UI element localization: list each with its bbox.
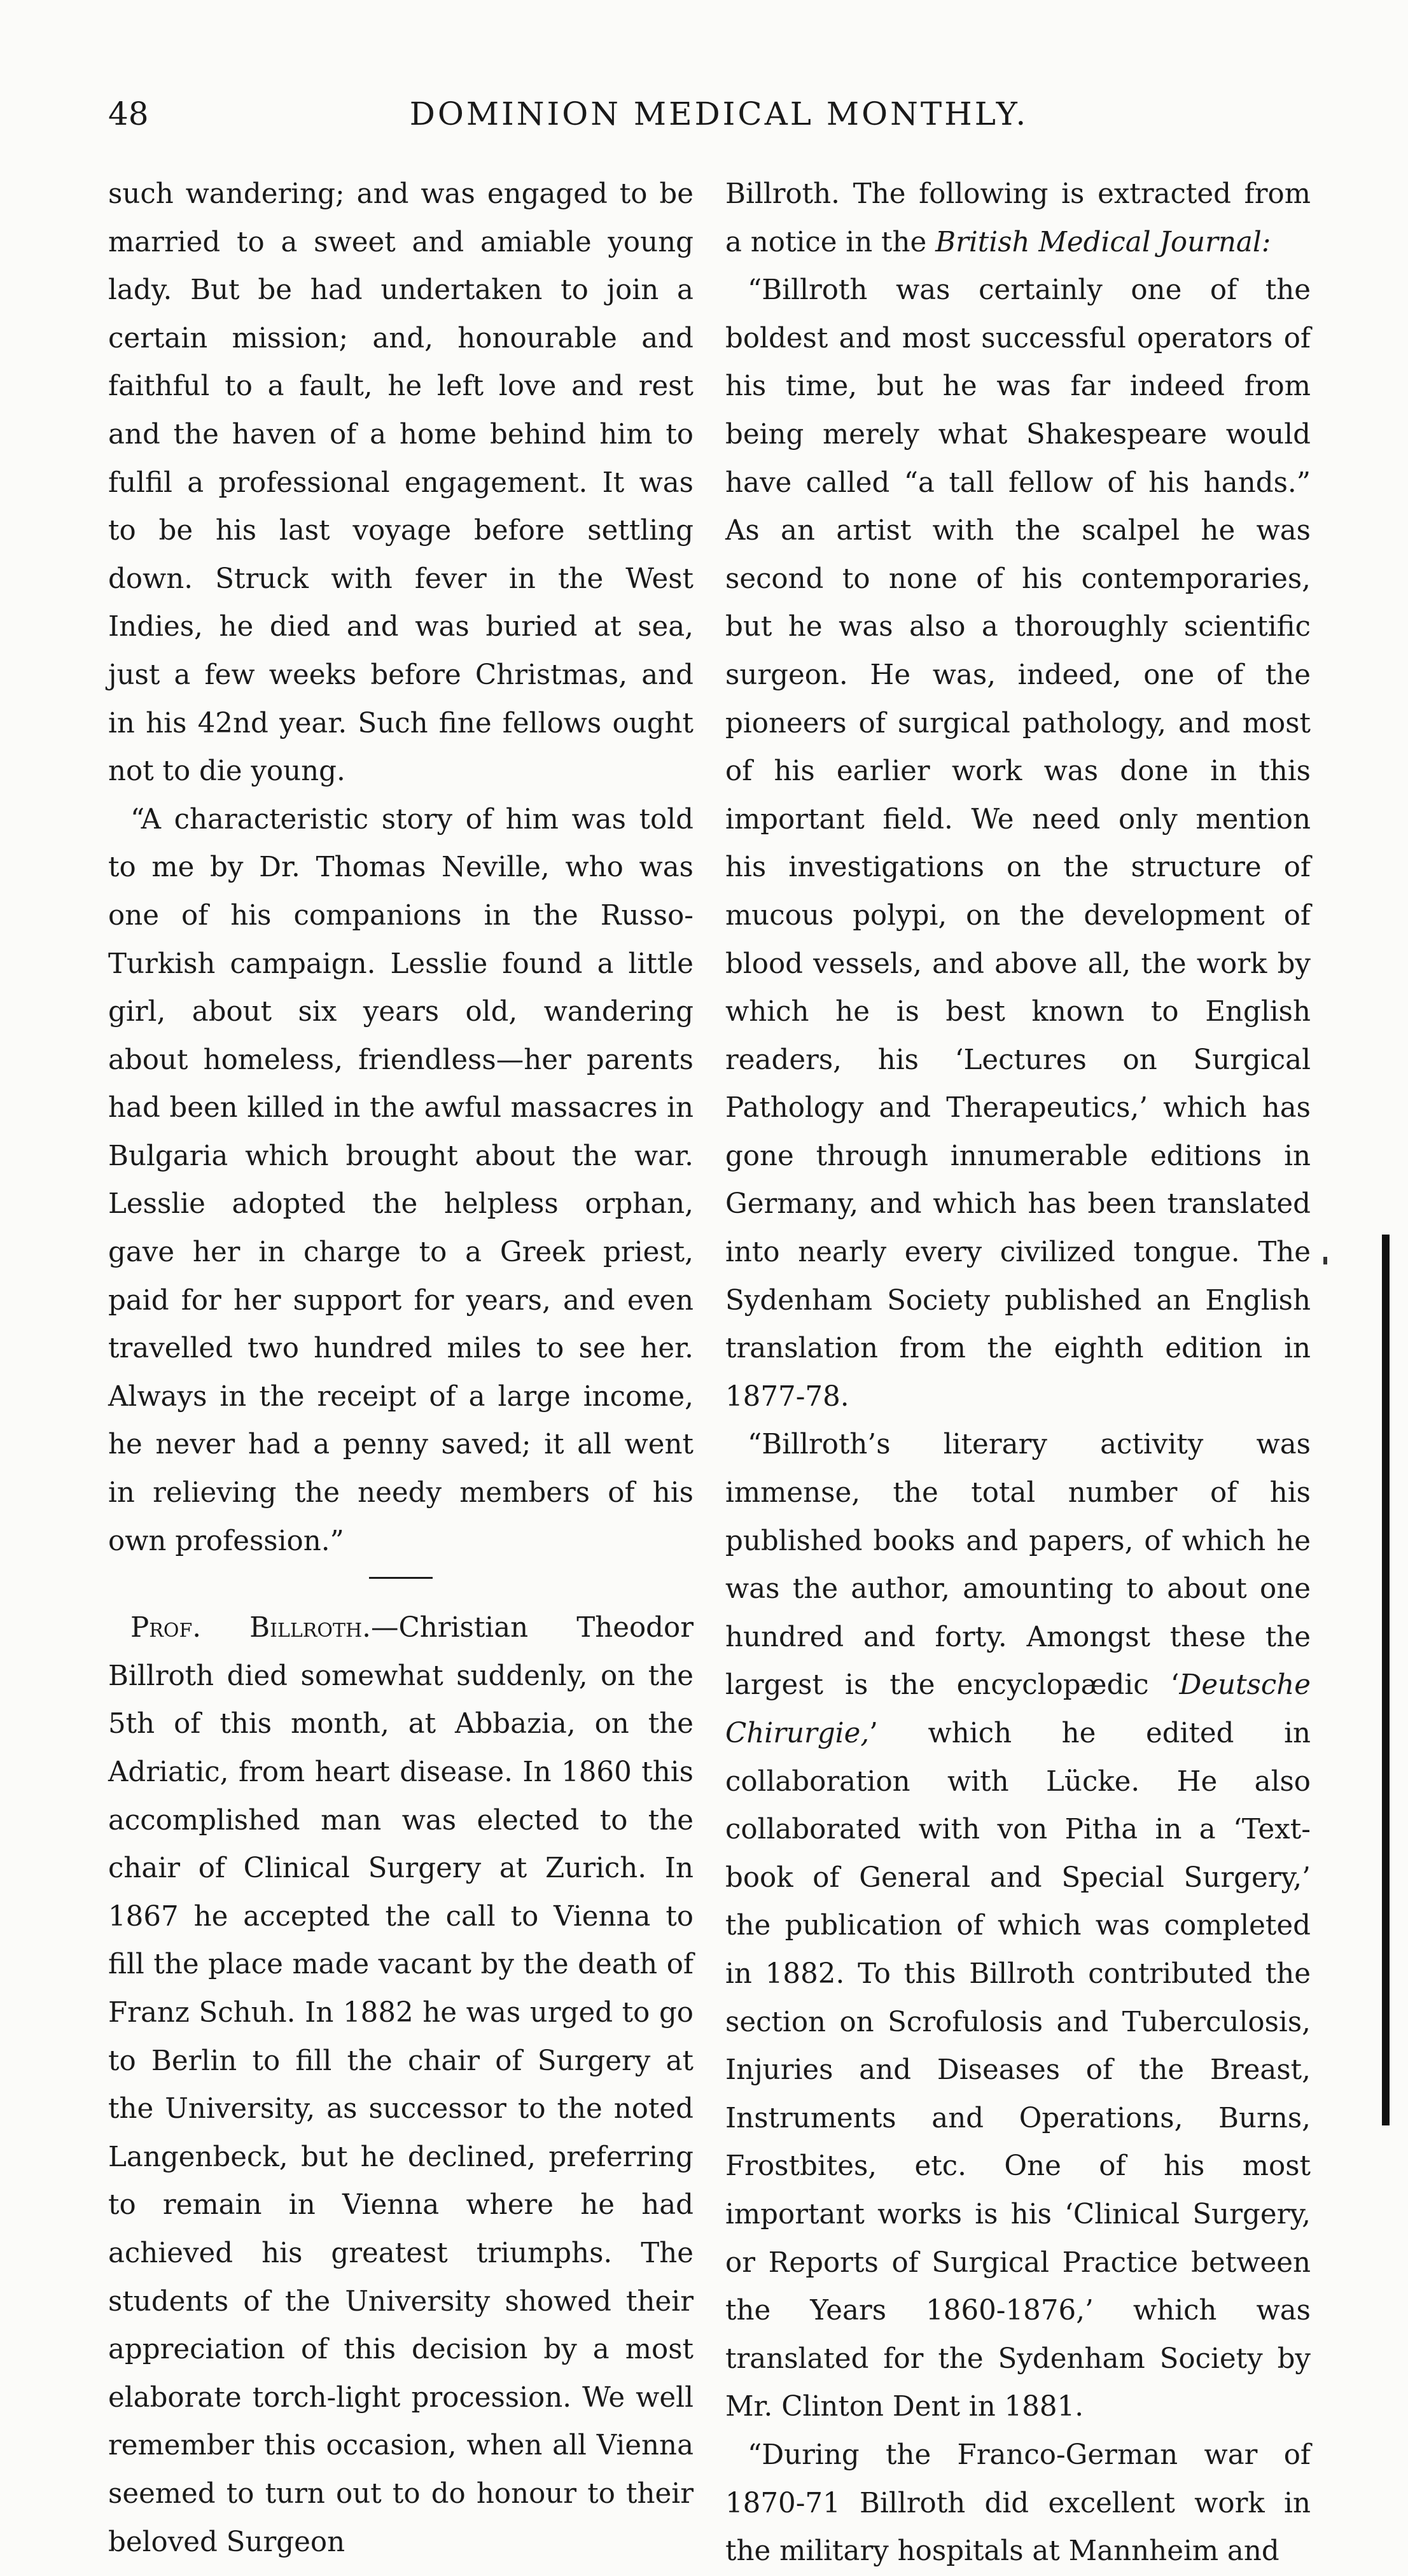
paragraph-text: Billroth. The following is extracted from a notice in the [725,178,1311,258]
scan-edge-mark [1382,1235,1390,2125]
right-column [725,171,1311,2576]
paragraph-text: ’ which he edited in collaboration with Lücke. He also collaborated with von Pitha in a ‘Text-book of General and Special Surgery,’ the publication of which was completed in 1882. To this Billroth contributed the section on Scrofulosis and Tuberculosis, Injuries and Diseases of the Breast, Instruments and Operations, Burns, Frostbites, etc. One of his most important works is his ‘Clinical Surgery, or Reports of Surgical Practice between the Years 1860-1876,’ which was translated for the Sydenham Society by Mr. Clinton Dent in 1881. [725,1718,1311,2423]
section-divider [369,1577,433,1579]
left-column [108,171,694,2566]
paragraph: “Billroth was certainly one of the boldest and most successful operators of his time, but he was far indeed from being merely what Shakespeare would have called “a tall fellow of his hands.” As an artist with the scalpel he was second to none of his contemporaries, but he was also a thoroughly scientific surgeon. He was, indeed, one of the pioneers of surgical pathology, and most of his earlier work was done in this important field. We need only mention his investigations on the structure of mucous polypi, on the development of blood vessels, and above all, the work by which he is best known to English readers, his ‘Lectures on Surgical Pathology and Therapeutics,’ which has gone through innumerable editions in Germany, and which has been translated into nearly every civilized tongue. The Sydenham Society published an English translation from the eighth edition in 1877-78. [725,274,1311,1413]
page-header [108,95,1330,153]
paragraph [108,1604,694,2566]
paragraph: “During the Franco-German war of 1870-71 Billroth did excellent work in the military hospitals at Mannheim and [725,2439,1311,2568]
section-heading: Prof. Billroth. [130,1612,371,1644]
scan-speck [1323,1257,1327,1264]
paragraph-text: “Billroth’s literary activity was immense, the total number of his published books and papers, of which he was the author, amounting to about one hundred and forty. Amongst these the largest is the encyclopædic ‘ [725,1429,1311,1702]
paragraph: such wandering; and was engaged to be married to a sweet and amiable young lady. But be had undertaken to join a certain mission; and, honourable and faithful to a fault, he left love and rest and the haven of a home behind him to fulfil a professional engagement. It was to be his last voyage before settling down. Struck with fever in the West Indies, he died and was buried at sea, just a few weeks before Christmas, and in his 42nd year. Such fine fellows ought not to die young. [108,178,694,788]
paragraph-text: —Christian Theodor Billroth died somewhat suddenly, on the 5th of this month, at Abbazia, on the Adriatic, from heart disease. In 1860 this accomplished man was elected to the chair of Clinical Surgery at Zurich. In 1867 he accepted the call to Vienna to fill the place made vacant by the death of Franz Schuh. In 1882 he was urged to go to Berlin to fill the chair of Surgery at the University, as successor to the noted Langenbeck, but he declined, preferring to remain in Vienna where he had achieved his greatest triumphs. The students of the University showed their appreciation of this decision by a most elaborate torch-light procession. We well remember this occasion, when all Vienna seemed to turn out to do honour to their beloved Surgeon [108,1612,694,2558]
journal-title: British Medical Journal: [935,226,1271,258]
paragraph [725,171,1311,267]
running-title: DOMINION MEDICAL MONTHLY. [409,95,1029,132]
page-number: 48 [108,95,149,132]
book-title: Deutsche Chirurgie, [725,1669,1311,1749]
paragraph: “A characteristic story of him was told to me by Dr. Thomas Neville, who was one of his companions in the Russo-Turkish campaign. Lesslie found a little girl, about six years old, wandering about homeless, friendless—her parents had been killed in the awful massacres in Bulgaria which brought about the war. Lesslie adopted the helpless orphan, gave her in charge to a Greek priest, paid for her support for years, and even travelled two hundred miles to see her. Always in the receipt of a large income, he never had a penny saved; it all went in relieving the needy members of his own profession.” [108,803,694,1557]
paragraph [725,1421,1311,2431]
